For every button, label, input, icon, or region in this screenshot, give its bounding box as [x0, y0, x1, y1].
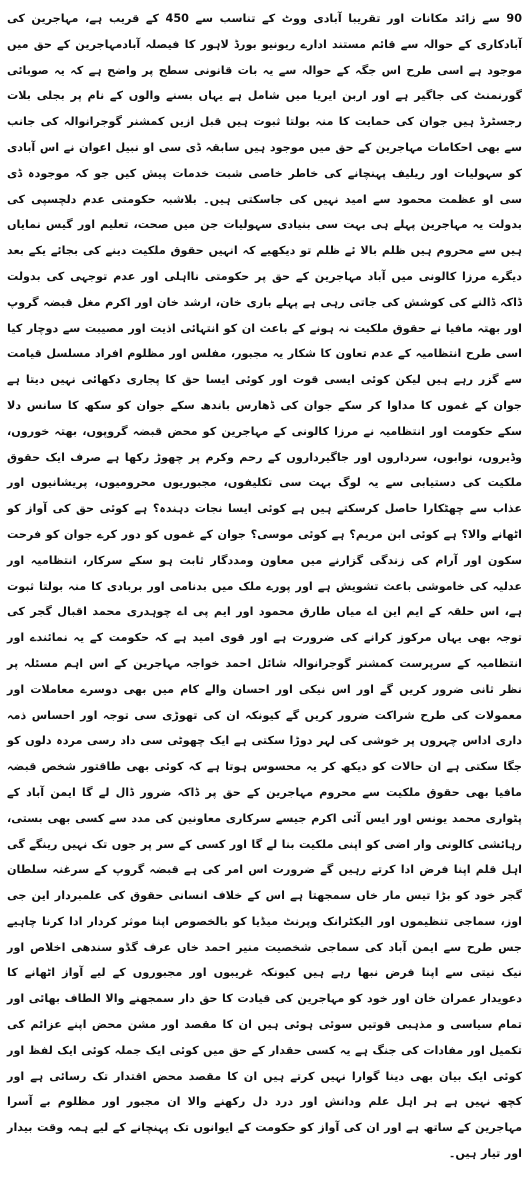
article-body: 90 سے زائد مکانات اور تقریبا آبادی ووٹ کے تناسب سے 450 کے قریب ہے، مہاجرین کی آبادکاری کے حوالہ سے قائم مستند ادارے ریونیو بورڈ لاہور کا فیصلہ آبادمہاجرین کے حق میں موجود ہے اسی طرح اس جگہ کے حوالہ سے یہ بات قانونی سطح پر واضح ہے کہ یہ صوبائی گورنمنٹ کی جاگیر ہے اور اربن ایریا میں شامل ہے یہاں بسنے والوں کے نام پر بجلی بلات رجسٹرڈ ہیں جوان کی حمایت کا منہ بولتا ثبوت ہیں قبل ازیں کمشنر گوجرانوالہ کی جانب سے بھی احکامات مہاجرین کے حق میں موجود ہیں سابقہ ڈی سی او نبیل اعوان نے اس آبادی کو سہولیات اور ریلیف پہنچانے کی خاطر خاصی شبت خدمات پیش کیں جو کہ موجودہ ڈی سی او عظمت محمود سے امید نہیں کی جاسکتی ہیں۔ بلاشبہ حکومتی عدم دلچسپی کی بدولت یہ مہاجرین پہلے ہی بہت سی بنیادی سہولیات جن میں صحت، تعلیم اور گیس نمایاں ہیں سے محروم ہیں ظلم بالا ئے ظلم تو دیکھیے کہ انہیں حقوق ملکیت دینے کی بجائے یکے بعد دیگرے مرزا کالونی میں آباد مہاجرین کے حق پر حکومتی نااہلی اور عدم توجہی کی بدولت ڈاکہ ڈالنے کی کوشش کی جاتی رہی ہے پہلے باری خان، ارشد خان اور اکرم مغل قبضہ گروپ اور بھتہ مافیا نے حقوق ملکیت نہ ہونے کے باعث ان کو انتہائی اذیت اور مصیبت سے دوچار کیا اسی طرح انتظامیہ کے عدم تعاون کا شکار یہ مجبور، مفلس اور مظلوم افراد مسلسل قیامت سے گزر رہے ہیں لیکن کوئی ایسی قوت اور کوئی ایسا حق کا پجاری دکھائی نہیں دیتا ہے جوان کے غموں کا مداوا کر سکے جوان کی ڈھارس باندھ سکے جوان کو سکھ کا سانس دلا سکے حکومت اور انتظامیہ نے مرزا کالونی کے مہاجرین کو محض قبضہ گروپوں، بھتہ خوروں، وڈیروں، نوابوں، سرداروں اور جاگیرداروں کے رحم وکرم پر چھوڑ رکھا ہے صرف ایک حقوق ملکیت کی دستیابی سے یہ لوگ بہت سی تکلیفوں، مجبوریوں محرومیوں، پریشانیوں اور عذاب سے چھٹکارا حاصل کرسکتے ہیں ہے کوئی ایسا نجات دہندہ؟ ہے کوئی حق کی آواز کو اٹھانے والا؟ ہے کوئی ابن مریم؟ ہے کوئی موسی؟ جوان کے غموں کو دور کرے جوان کو فرحت سکون اور آرام کی زندگی گزارنے میں معاون ومددگار ثابت ہو سکے سرکار، انتظامیہ اور عدلیہ کی خاموشی باعث تشویش ہے اور پورے ملک میں بدنامی اور بربادی کا منہ بولتا ثبوت ہے، اس حلقہ کے ایم این اے میاں طارق محمود اور ایم پی اے چوہدری محمد اقبال گجر کی توجہ بھی یہاں مرکوز کرانے کی ضرورت ہے اور قوی امید ہے کہ حکومت کے یہ نمائندے اور انتظامیہ کے سرپرست کمشنر گوجرانوالہ شائل احمد خواجہ مہاجرین کے اس اہم مسئلہ پر نظر ثانی ضرور کریں گے اور اس نیکی اور احسان والے کام میں بھی دوسرے معاملات اور معمولات کی طرح شراکت ضرور کریں گے کیونکہ ان کی تھوڑی سی توجہ اور احساس ذمہ داری اداس چہروں پر خوشی کی لہر دوڑا سکتی ہے ایک چھوٹی سی داد رسی مردہ دلوں کو جگا سکتی ہے ان حالات کو دیکھ کر یہ محسوس ہوتا ہے کہ کوئی بھی طاقتور شخص قبضہ مافیا بھی حقوق ملکیت سے محروم مہاجرین کے حق پر ڈاکہ ضرور ڈال لے گا ایمن آباد کے پٹواری محمد یونس اور ایس آئی اکرم جیسے سرکاری معاونین کی مدد سے کسی بھی بستی، رہائشی کالونی وار اضی کو اپنی ملکیت بنا لے گا اور کسی کے سر پر جوں تک نہیں رینگے گی اہل قلم اپنا فرض ادا کرتے رہیں گے ضرورت اس امر کی ہے قبضہ گروپ کے سرغنہ سلطان گجر خود کو بڑا تیس مار خاں سمجھتا ہے اس کے خلاف انسانی حقوق کی علمبردار این جی اوز، سماجی تنظیموں اور الیکٹرانک وپرنٹ میڈیا کو بالخصوص اپنا موثر کردار ادا کرنا چاہیے جس طرح سے ایمن آباد کی سماجی شخصیت منیر احمد خاں عرف گڈو سندھی اخلاص اور نیک نیتی سے اپنا فرض نبھا رہے ہیں کیونکہ غریبوں اور مجبوروں کے لیے آواز اٹھانے کا دعویدار عمران خان اور خود کو مہاجرین کی قیادت کا حق دار سمجھنے والا الطاف بھائی اور تمام سیاسی و مذہبی قوتیں سوئی ہوئی ہیں ان کا مقصد اور مشن محض اپنے عزائم کی تکمیل اور مفادات کی جنگ ہے یہ کسی حقدار کے حق میں کوئی ایک جملہ کوئی ایک لفظ اور کوئی ایک بیان بھی دینا گوارا نہیں کرتے ہیں ان کا مقصد محض اقتدار تک رسائی ہے اور کچھ نہیں ہے ہر اہل علم ودانش اور درد دل رکھنے والا ان مجبور اور مظلوم بے آسرا مہاجرین کے ساتھ ہے اور ان کی آواز کو حکومت کے ایوانوں تک پہنچانے کے لیے ہمہ وقت بیدار اور تیار ہیں۔: [7, 12, 522, 1161]
